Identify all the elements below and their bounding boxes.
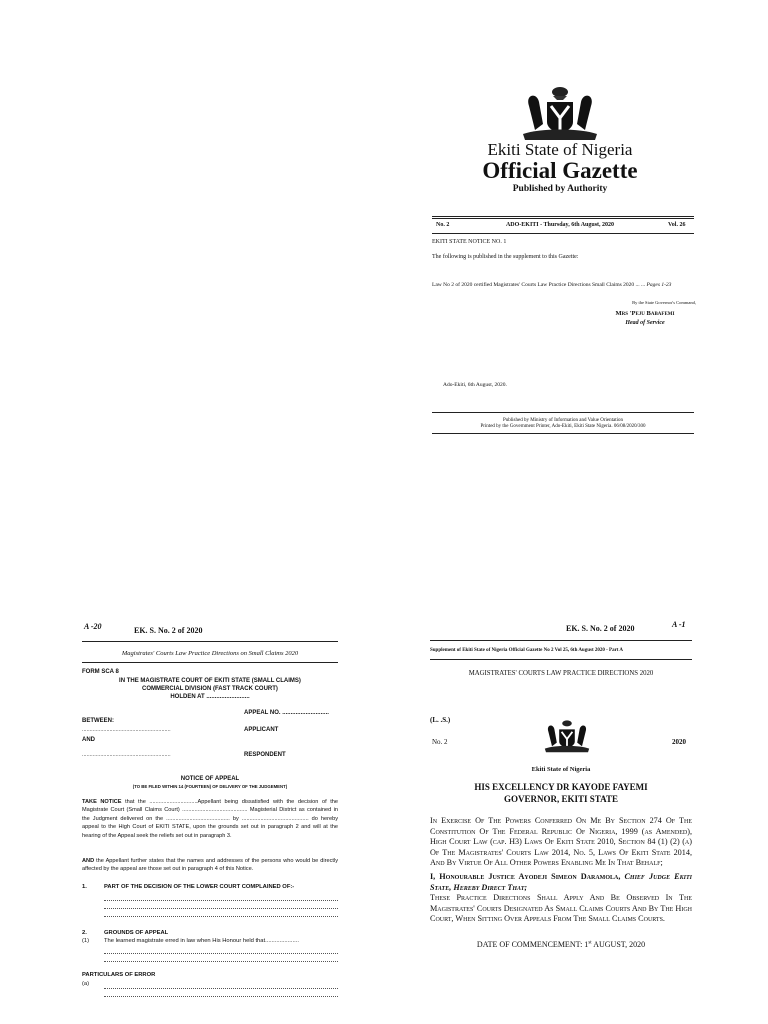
page-number-right: A -1 — [672, 620, 686, 629]
item-2-number: 2. — [82, 930, 87, 936]
respondent-dots: .......................................................... — [82, 752, 171, 758]
take-notice-paragraph — [82, 798, 338, 840]
issue-dateline: ADO-EKITI - Thursday, 6th August, 2020 — [505, 222, 615, 228]
and-text: the Appellant further states that the names and addresses of the persons who would be directly affected by the appeal are those set out in paragraph 4 of this Notice. — [82, 858, 338, 873]
page-number-left: A -20 — [84, 622, 102, 631]
document-number: No. 2 — [432, 738, 448, 746]
and-paragraph — [82, 857, 338, 874]
and-lead: AND — [82, 858, 95, 864]
take-notice-text: that the ...............................Appellant being dissatisfied with the decision of the Magistrate Court (Small Claims Court) .......................................... Magisterial District as contained in the Judgment delivered on the ......................................... by ........................................... do hereby appeal to the High Court of EKITI STATE, upon the grounds set out in paragraph 2 and will at the hearing of the Appeal seek the reliefs set out in paragraph 3. — [82, 799, 338, 839]
gazette-title: Official Gazette — [482, 158, 638, 183]
law-listing — [432, 282, 671, 288]
footer-printer: Printed by the Government Printer, Ado-Ekiti, Ekiti State Nigeria. 06/08/2020/300 — [480, 424, 646, 429]
applicant-dots: .......................................................... — [82, 727, 171, 733]
governor-line-1: HIS EXCELLENCY DR KAYODE FAYEMI — [474, 782, 648, 792]
signatory-name: Mrs 'Peju Babafemi — [615, 310, 675, 317]
law-listing-title: Law No 2 of 2020 certified Magistrates' Courts Law Practice Directions Small Claims 2020 ... ... — [432, 282, 646, 288]
court-line-1: IN THE MAGISTRATE COURT OF EKITI STATE (SMALL CLAIMS) — [119, 678, 301, 684]
page-header-left: EK. S. No. 2 of 2020 — [134, 626, 203, 635]
notice-number: EKITI STATE NOTICE NO. 1 — [432, 239, 507, 245]
coat-of-arms-small-icon — [540, 714, 594, 758]
supplement-intro: The following is published in the supplement to this Gazette: — [432, 254, 579, 260]
and-label: AND — [82, 737, 95, 743]
ground-1-number: (1) — [82, 938, 90, 944]
state-name: Ekiti State of Nigeria — [487, 140, 633, 159]
chief-judge-direction: Chief Judge Ekiti State, Hereby Direct That; — [430, 872, 692, 892]
page-header-right: EK. S. No. 2 of 2020 — [566, 624, 635, 633]
document-year: 2020 — [672, 738, 686, 746]
application-paragraph: These Practice Directions Shall Apply And Be Observed In The Magistrates' Courts Designated As Small Claims Courts And By The High Court, When Sitting Over Appeals From The Small Claims Courts. — [430, 893, 692, 924]
governor-line-2: GOVERNOR, EKITI STATE — [504, 794, 618, 804]
commencement-suffix: AUGUST, 2020 — [591, 940, 646, 949]
law-listing-pages: Pages 1-23 — [646, 282, 672, 288]
place-date: Ado-Ekiti, 6th August, 2020. — [443, 382, 507, 388]
between-label: BETWEEN: — [82, 718, 114, 724]
command-line: By the State Governor's Command, — [632, 300, 696, 305]
running-title: Magistrates' Courts Law Practice Directions on Small Claims 2020 — [121, 650, 299, 657]
issue-number: No. 2 — [436, 222, 450, 228]
ground-1-text: The learned magistrate erred in law when His Honour held that..................... — [104, 938, 299, 944]
item-1-heading: PART OF THE DECISION OF THE LOWER COURT COMPLAINED OF:- — [104, 884, 295, 890]
enacting-paragraph: In Exercise Of The Powers Conferred On Me By Section 274 Of The Constitution Of The Federal Republic Of Nigeria, 1999 (as Amended), High Court Law (cap. H3) Laws Of Ekiti State 2010, Section 84 (1) (2) (a) Of The Magistrates' Courts Law 2014, No. 5, Laws Of Ekiti State 2014, And By Virtue Of All Other Powers Enabling Me In That Behalf; — [430, 816, 692, 868]
particulars-heading: PARTICULARS OF ERROR — [82, 972, 156, 978]
form-number: FORM SCA 8 — [82, 669, 119, 675]
commencement-ordinal: st — [588, 940, 592, 946]
coat-of-arms-icon — [515, 84, 605, 142]
volume-number: Vol. 26 — [668, 222, 686, 228]
court-line-3: HOLDEN AT .......................... — [170, 694, 250, 700]
appeal-number: APPEAL NO. ............................ — [244, 710, 329, 716]
item-2-heading: GROUNDS OF APPEAL — [104, 930, 169, 936]
supplement-line: Supplement of Ekiti State of Nigeria Official Gazette No 2 Vol 25, 6th August 2020 - Part A — [430, 648, 624, 653]
take-notice-lead: TAKE NOTICE — [82, 799, 122, 805]
applicant-label: APPLICANT — [244, 727, 279, 733]
notice-title: NOTICE OF APPEAL — [180, 776, 240, 782]
particular-a-label: (a) — [82, 981, 90, 987]
ls-label: (L. .S.) — [430, 716, 451, 724]
document-title: MAGISTRATES' COURTS LAW PRACTICE DIRECTIONS 2020 — [468, 670, 654, 677]
chief-judge-name: I, Honourable Justice Ayodeji Simeon Daramola, — [430, 872, 621, 881]
commencement-prefix: DATE OF COMMENCEMENT: 1 — [476, 940, 589, 949]
notice-subtitle: (TO BE FILED WITHIN 14 (FOURTEEN) OF DELIVERY OF THE JUDGEMENT) — [132, 784, 288, 789]
court-line-2: COMMERCIAL DIVISION (FAST TRACK COURT) — [142, 686, 278, 692]
commencement-date — [430, 940, 692, 949]
state-name-small: Ekiti State of Nigeria — [531, 766, 591, 773]
footer-publisher: Published by Ministry of Information and Value Orientation — [502, 418, 624, 423]
signatory-title: Head of Service — [625, 320, 665, 326]
item-1-number: 1. — [82, 884, 87, 890]
respondent-label: RESPONDENT — [244, 752, 286, 758]
published-by: Published by Authority — [512, 184, 608, 194]
chief-judge-paragraph — [430, 872, 692, 893]
